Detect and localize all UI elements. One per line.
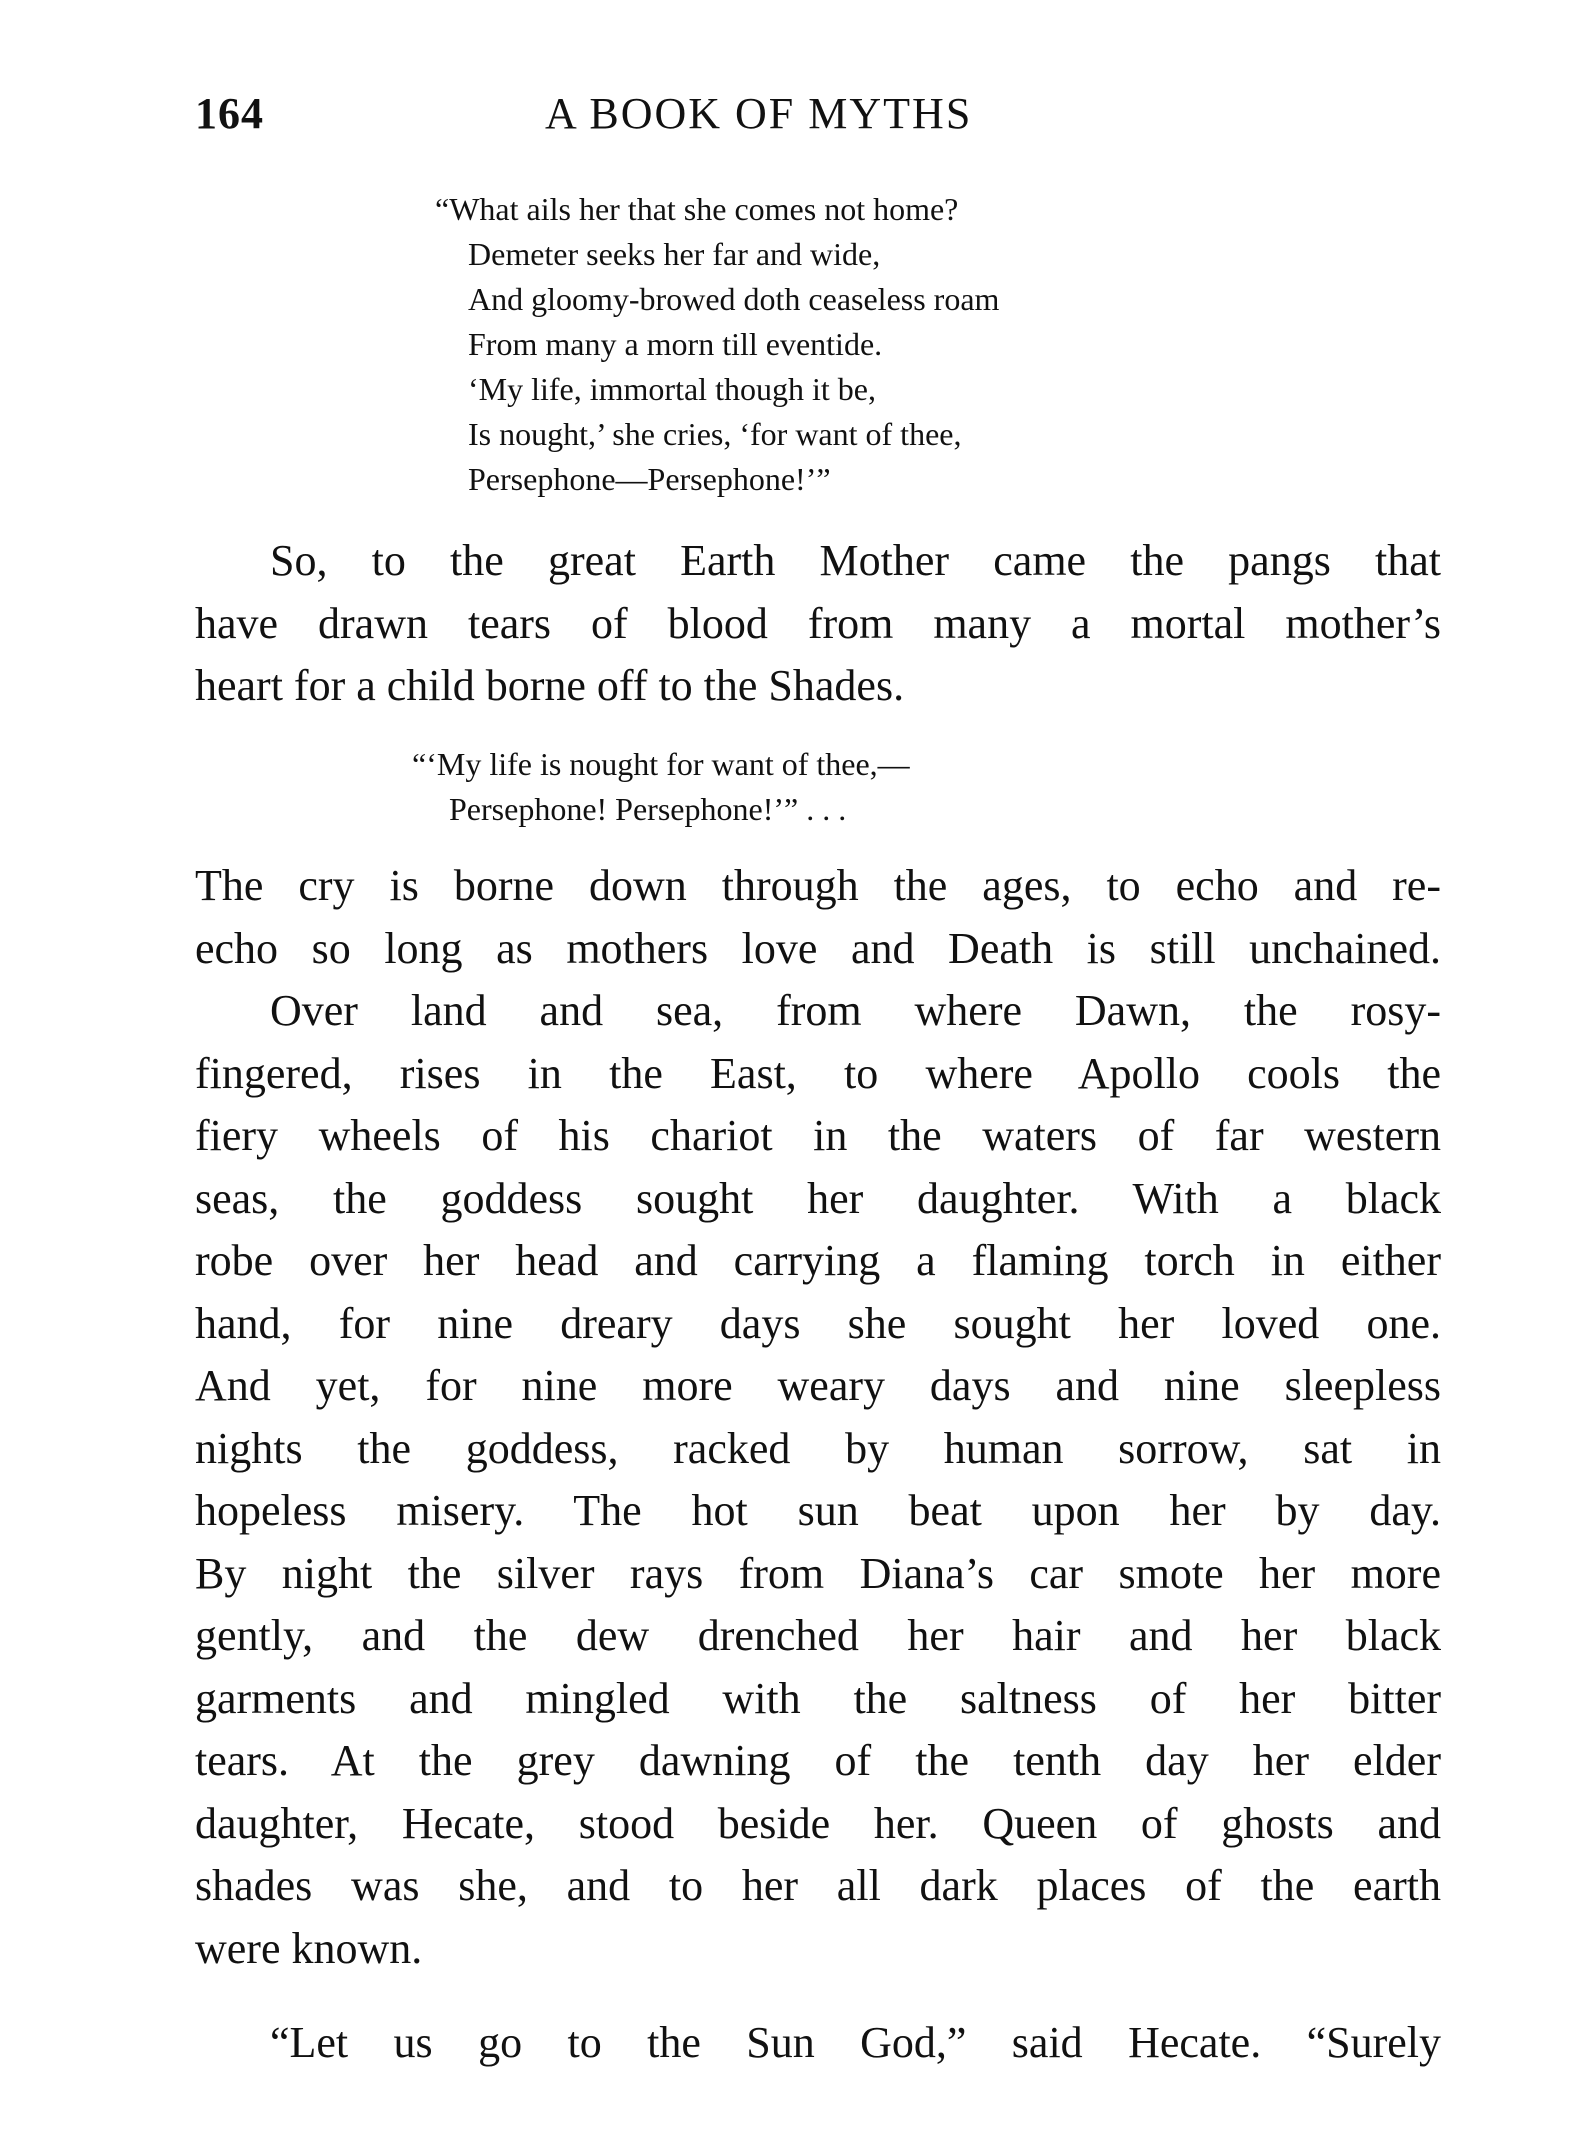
verse-line: Persephone! Persephone!’” . . . — [449, 791, 847, 827]
text-line: fiery wheels of his chariot in the waters of far western — [195, 1111, 1441, 1160]
text-line: tears. At the grey dawning of the tenth day her elder — [195, 1736, 1441, 1785]
running-head — [195, 88, 1445, 148]
text-line: fingered, rises in the East, to where Apollo cools the — [195, 1048, 1441, 1098]
text-line: So, to the great Earth Mother came the pangs that — [270, 536, 1441, 585]
paragraph-2 — [195, 855, 1441, 1980]
verse-stanza-1 — [435, 187, 999, 502]
verse-line: “‘My life is nought for want of thee,— — [412, 746, 910, 782]
verse-line: From many a morn till eventide. — [468, 326, 883, 362]
text-line: have drawn tears of blood from many a mortal mother’s — [195, 598, 1441, 648]
text-line: nights the goddess, racked by human sorrow, sat in — [195, 1423, 1441, 1473]
text-line: garments and mingled with the saltness of her bitter — [195, 1673, 1441, 1723]
text-line: were known. — [195, 1923, 423, 1973]
paragraph-3 — [195, 2012, 1441, 2075]
text-line: hand, for nine dreary days she sought her loved one. — [195, 1298, 1441, 1348]
verse-line: Demeter seeks her far and wide, — [468, 236, 881, 272]
text-line: robe over her head and carrying a flaming torch in either — [195, 1236, 1441, 1285]
text-line: “Let us go to the Sun God,” said Hecate. “Surely — [270, 2018, 1441, 2067]
text-line: daughter, Hecate, stood beside her. Queen of ghosts and — [195, 1798, 1441, 1848]
text-line: By night the silver rays from Diana’s car smote her more — [195, 1548, 1441, 1598]
verse-line: ‘My life, immortal though it be, — [468, 371, 876, 407]
paragraph-1 — [195, 530, 1441, 718]
text-line: seas, the goddess sought her daughter. With a black — [195, 1173, 1441, 1223]
text-line: And yet, for nine more weary days and nine sleepless — [195, 1361, 1441, 1410]
verse-stanza-2 — [412, 742, 910, 832]
text-line: gently, and the dew drenched her hair and her black — [195, 1611, 1441, 1660]
page-number: 164 — [195, 89, 264, 138]
text-line: Over land and sea, from where Dawn, the rosy- — [270, 986, 1441, 1035]
text-line: The cry is borne down through the ages, to echo and re- — [195, 861, 1441, 910]
verse-line: Persephone—Persephone!’” — [468, 461, 831, 497]
text-line: echo so long as mothers love and Death is still unchained. — [195, 923, 1441, 973]
text-line: hopeless misery. The hot sun beat upon her by day. — [195, 1486, 1441, 1535]
running-title: A BOOK OF MYTHS — [545, 89, 973, 138]
text-line: shades was she, and to her all dark places of the earth — [195, 1861, 1441, 1910]
verse-line: And gloomy-browed doth ceaseless roam — [468, 281, 1000, 317]
text-line: heart for a child borne off to the Shades. — [195, 661, 905, 710]
verse-line: Is nought,’ she cries, ‘for want of thee, — [468, 416, 962, 452]
verse-line: “What ails her that she comes not home? — [435, 191, 959, 227]
